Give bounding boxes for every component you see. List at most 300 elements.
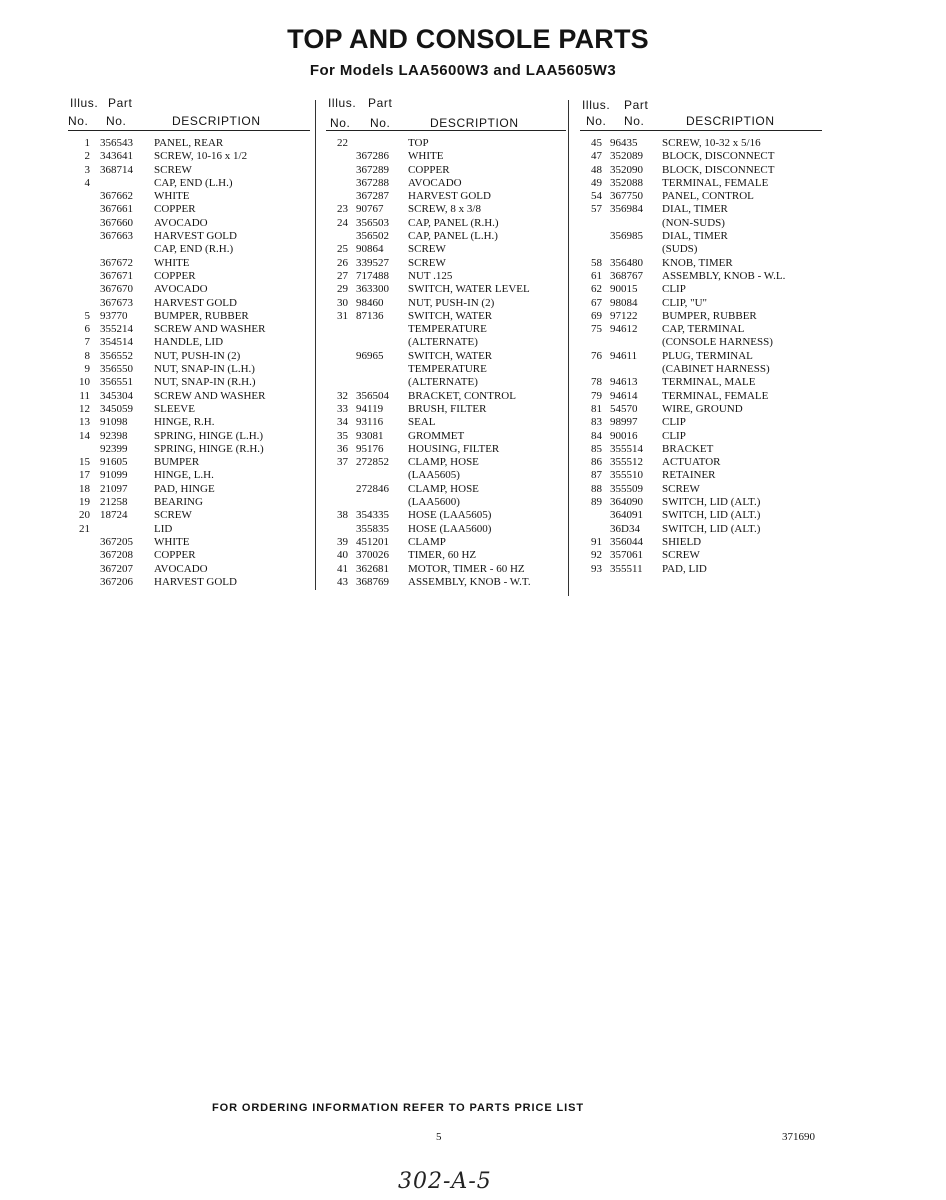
part-row (326, 217, 566, 230)
page-number: 5 (436, 1131, 442, 1143)
part-description: CAP, PANEL (R.H.) (408, 216, 499, 229)
part-description: TERMINAL, FEMALE (662, 176, 769, 189)
part-row (68, 523, 310, 536)
part-description: SPRING, HINGE (R.H.) (154, 442, 264, 455)
part-number: 94614 (610, 389, 638, 402)
illus-number: 24 (337, 216, 348, 229)
part-description: HARVEST GOLD (408, 190, 491, 203)
part-row (68, 177, 310, 190)
part-row (580, 164, 822, 177)
part-row (580, 483, 822, 496)
page-subtitle: For Models LAA5600W3 and LAA5605W3 (309, 62, 617, 79)
part-number: 93116 (356, 416, 384, 429)
part-row (580, 536, 822, 549)
part-row (580, 430, 822, 443)
part-number: 367208 (100, 549, 133, 562)
part-row (326, 443, 566, 456)
part-row (326, 257, 566, 270)
illus-number: 48 (591, 163, 602, 176)
part-row (68, 350, 310, 363)
illus-number: 49 (591, 176, 602, 189)
part-number: 97122 (610, 309, 638, 322)
illus-header: Illus. (70, 96, 99, 110)
illus-number: 61 (591, 269, 602, 282)
part-description: (ALTERNATE) (408, 376, 478, 389)
part-number: 367206 (100, 575, 133, 588)
illus-number: 41 (337, 562, 348, 575)
illus-number: 76 (591, 349, 602, 362)
part-row (68, 257, 310, 270)
part-row (68, 270, 310, 283)
illus-header: Illus. (328, 96, 357, 110)
parts-list (580, 131, 822, 576)
part-row (580, 137, 822, 150)
part-description: AVOCADO (408, 176, 462, 189)
part-description: PANEL, CONTROL (662, 190, 754, 203)
part-description: SLEEVE (154, 402, 195, 415)
part-number: 367671 (100, 269, 133, 282)
part-row (68, 536, 310, 549)
part-number: 368714 (100, 163, 133, 176)
part-header: Part (624, 98, 649, 112)
part-row (68, 243, 310, 256)
part-row (326, 430, 566, 443)
part-description: CAP, PANEL (L.H.) (408, 230, 498, 243)
part-number: 355510 (610, 469, 643, 482)
part-description: HOSE (LAA5600) (408, 522, 492, 535)
part-row (68, 376, 310, 389)
part-description: LID (154, 522, 173, 535)
part-description: ACTUATOR (662, 456, 721, 469)
part-description: MOTOR, TIMER - 60 HZ (408, 562, 525, 575)
part-row (580, 403, 822, 416)
part-description: BLOCK, DISCONNECT (662, 163, 775, 176)
part-number: 356503 (356, 216, 389, 229)
part-description: NUT, PUSH-IN (2) (154, 349, 241, 362)
part-number: 357061 (610, 549, 643, 562)
part-row (580, 336, 822, 349)
illus-number: 91 (591, 535, 602, 548)
part-number: 90767 (356, 203, 384, 216)
part-description: WIRE, GROUND (662, 402, 743, 415)
part-number: 451201 (356, 535, 389, 548)
part-header: Part (108, 96, 133, 110)
part-description: BRACKET, CONTROL (408, 389, 516, 402)
parts-list (68, 131, 310, 589)
part-number: 90864 (356, 243, 384, 256)
part-row (68, 469, 310, 482)
part-description: (SUDS) (662, 243, 698, 256)
part-description: SWITCH, WATER LEVEL (408, 283, 530, 296)
part-description: TERMINAL, FEMALE (662, 389, 769, 402)
part-description: TERMINAL, MALE (662, 376, 756, 389)
illus-number: 18 (79, 482, 90, 495)
illus-number: 12 (79, 402, 90, 415)
part-number: 98084 (610, 296, 638, 309)
part-description: SCREW (408, 256, 446, 269)
part-description: ASSEMBLY, KNOB - W.L. (662, 269, 786, 282)
illus-number: 79 (591, 389, 602, 402)
illus-number: 5 (84, 309, 90, 322)
parts-column-3 (580, 96, 822, 576)
part-number: 367661 (100, 203, 133, 216)
illus-number: 8 (84, 349, 90, 362)
part-row (580, 323, 822, 336)
handwritten-annotation: 302-A-5 (398, 1169, 492, 1194)
part-number: 364091 (610, 509, 643, 522)
part-number: 356543 (100, 137, 133, 149)
part-number: 356985 (610, 230, 643, 243)
part-description: SCREW (154, 509, 192, 522)
part-number: 94612 (610, 323, 638, 336)
document-number: 371690 (782, 1131, 815, 1143)
part-description: SEAL (408, 416, 436, 429)
part-description: BUMPER, RUBBER (154, 309, 249, 322)
part-row (68, 443, 310, 456)
part-description: SCREW (154, 163, 192, 176)
part-row (580, 150, 822, 163)
part-description: NUT, SNAP-IN (R.H.) (154, 376, 256, 389)
part-row (580, 456, 822, 469)
part-row (580, 217, 822, 230)
illus-number: 21 (79, 522, 90, 535)
part-description: AVOCADO (154, 216, 208, 229)
part-number: 272852 (356, 456, 389, 469)
part-row (580, 350, 822, 363)
part-row (580, 363, 822, 376)
part-number: 367662 (100, 190, 133, 203)
part-row (68, 203, 310, 216)
part-row (68, 456, 310, 469)
illus-number: 23 (337, 203, 348, 216)
illus-number: 62 (591, 283, 602, 296)
part-description: CLAMP (408, 535, 446, 548)
ordering-note: FOR ORDERING INFORMATION REFER TO PARTS PRICE LIST (212, 1102, 584, 1114)
part-row (326, 297, 566, 310)
part-no-header: No. (370, 116, 391, 130)
column-divider (315, 100, 316, 590)
part-number: 21097 (100, 482, 128, 495)
part-description: HOUSING, FILTER (408, 442, 500, 455)
illus-number: 87 (591, 469, 602, 482)
part-row (326, 390, 566, 403)
part-number: 355511 (610, 562, 643, 575)
part-row (326, 456, 566, 469)
illus-number: 26 (337, 256, 348, 269)
part-number: 36D34 (610, 522, 640, 535)
part-description: HINGE, L.H. (154, 469, 214, 482)
part-description: HARVEST GOLD (154, 230, 237, 243)
part-row (326, 403, 566, 416)
part-number: 363300 (356, 283, 389, 296)
part-row (326, 376, 566, 389)
part-row (580, 203, 822, 216)
part-description: PLUG, TERMINAL (662, 349, 753, 362)
part-row (68, 549, 310, 562)
part-description: TIMER, 60 HZ (408, 549, 477, 562)
part-number: 362681 (356, 562, 389, 575)
illus-number: 1 (84, 137, 90, 149)
part-number: 367289 (356, 163, 389, 176)
part-number: 356550 (100, 363, 133, 376)
part-description: AVOCADO (154, 562, 208, 575)
part-number: 91098 (100, 416, 128, 429)
description-header: DESCRIPTION (172, 114, 261, 128)
part-number: 367288 (356, 176, 389, 189)
part-description: SWITCH, WATER (408, 349, 493, 362)
part-row (326, 203, 566, 216)
part-number: 367287 (356, 190, 389, 203)
part-row (68, 297, 310, 310)
illus-number: 35 (337, 429, 348, 442)
part-description: HARVEST GOLD (154, 296, 237, 309)
part-row (326, 270, 566, 283)
part-number: 98997 (610, 416, 638, 429)
part-number: 367663 (100, 230, 133, 243)
part-description: SCREW, 10-16 x 1/2 (154, 150, 248, 163)
part-row (326, 363, 566, 376)
part-row (68, 190, 310, 203)
part-description: SCREW, 8 x 3/8 (408, 203, 481, 216)
illus-number: 69 (591, 309, 602, 322)
part-description: HANDLE, LID (154, 336, 224, 349)
part-description: HOSE (LAA5605) (408, 509, 492, 522)
part-description: CLAMP, HOSE (408, 482, 479, 495)
illus-number: 89 (591, 496, 602, 509)
part-number: 354335 (356, 509, 389, 522)
part-number: 87136 (356, 309, 384, 322)
part-row (68, 416, 310, 429)
part-row (580, 563, 822, 576)
part-row (68, 217, 310, 230)
column-header (68, 96, 310, 131)
part-number: 367660 (100, 216, 133, 229)
illus-number: 2 (84, 150, 90, 163)
part-number: 98460 (356, 296, 384, 309)
part-number: 717488 (356, 269, 389, 282)
description-header: DESCRIPTION (686, 114, 775, 128)
part-row (326, 243, 566, 256)
part-row (68, 230, 310, 243)
part-number: 94613 (610, 376, 638, 389)
illus-number: 29 (337, 283, 348, 296)
part-number: 343641 (100, 150, 133, 163)
part-number: 21258 (100, 496, 128, 509)
part-description: COPPER (154, 549, 196, 562)
illus-number: 31 (337, 309, 348, 322)
part-row (326, 536, 566, 549)
part-description: SCREW, 10-32 x 5/16 (662, 137, 761, 149)
part-number: 352088 (610, 176, 643, 189)
part-number: 352089 (610, 150, 643, 163)
part-row (68, 323, 310, 336)
column-header (580, 96, 822, 131)
part-description: ASSEMBLY, KNOB - W.T. (408, 575, 531, 588)
part-row (580, 376, 822, 389)
part-description: CAP, END (L.H.) (154, 176, 233, 189)
part-number: 93081 (356, 429, 384, 442)
illus-number: 58 (591, 256, 602, 269)
part-row (68, 509, 310, 522)
part-number: 354514 (100, 336, 133, 349)
part-description: CLIP (662, 429, 686, 442)
part-description: CLIP (662, 283, 686, 296)
part-description: SWITCH, LID (ALT.) (662, 496, 761, 509)
part-number: 91099 (100, 469, 128, 482)
part-description: BRACKET (662, 442, 714, 455)
part-description: WHITE (154, 190, 190, 203)
illus-number: 39 (337, 535, 348, 548)
part-description: KNOB, TIMER (662, 256, 733, 269)
part-row (326, 177, 566, 190)
part-row (326, 563, 566, 576)
part-row (326, 323, 566, 336)
part-row (326, 483, 566, 496)
part-description: TOP (408, 137, 429, 149)
illus-number: 92 (591, 549, 602, 562)
part-description: HINGE, R.H. (154, 416, 215, 429)
column-header (326, 96, 566, 131)
part-row (580, 243, 822, 256)
part-number: 95176 (356, 442, 384, 455)
part-description: SHIELD (662, 535, 702, 548)
part-description: BLOCK, DISCONNECT (662, 150, 775, 163)
illus-number: 10 (79, 376, 90, 389)
part-row (68, 483, 310, 496)
illus-number: 83 (591, 416, 602, 429)
illus-number: 38 (337, 509, 348, 522)
part-row (580, 496, 822, 509)
part-number: 370026 (356, 549, 389, 562)
illus-number: 45 (591, 137, 602, 149)
illus-number: 85 (591, 442, 602, 455)
part-description: SWITCH, LID (ALT.) (662, 509, 761, 522)
illus-number: 14 (79, 429, 90, 442)
part-description: PANEL, REAR (154, 137, 224, 149)
part-number: 356551 (100, 376, 133, 389)
part-row (580, 523, 822, 536)
part-row (68, 150, 310, 163)
part-no-header: No. (106, 114, 127, 128)
part-number: 96965 (356, 349, 384, 362)
part-description: WHITE (154, 535, 190, 548)
part-row (326, 496, 566, 509)
part-number: 356480 (610, 256, 643, 269)
part-number: 94611 (610, 349, 638, 362)
part-number: 368767 (610, 269, 643, 282)
part-row (326, 283, 566, 296)
parts-column-2 (326, 96, 566, 589)
part-row (580, 509, 822, 522)
part-description: AVOCADO (154, 283, 208, 296)
part-description: BRUSH, FILTER (408, 402, 487, 415)
part-description: HARVEST GOLD (154, 575, 237, 588)
part-row (580, 416, 822, 429)
part-number: 54570 (610, 402, 638, 415)
part-description: BEARING (154, 496, 203, 509)
part-row (68, 137, 310, 150)
part-number: 352090 (610, 163, 643, 176)
illus-number: 34 (337, 416, 348, 429)
part-number: 356502 (356, 230, 389, 243)
part-description: (CABINET HARNESS) (662, 363, 770, 376)
part-number: 94119 (356, 402, 384, 415)
illus-number: 67 (591, 296, 602, 309)
part-number: 364090 (610, 496, 643, 509)
part-row (326, 137, 566, 150)
illus-number: 36 (337, 442, 348, 455)
illus-number: 75 (591, 323, 602, 336)
part-description: SPRING, HINGE (L.H.) (154, 429, 264, 442)
part-number: 355512 (610, 456, 643, 469)
illus-number: 20 (79, 509, 90, 522)
part-description: SCREW AND WASHER (154, 323, 266, 336)
part-description: SWITCH, LID (ALT.) (662, 522, 761, 535)
part-description: COPPER (408, 163, 450, 176)
part-row (326, 164, 566, 177)
part-number: 355509 (610, 482, 643, 495)
part-description: NUT, SNAP-IN (L.H.) (154, 363, 255, 376)
part-description: NUT .125 (408, 269, 453, 282)
part-description: (CONSOLE HARNESS) (662, 336, 773, 349)
illus-number: 84 (591, 429, 602, 442)
part-row (326, 336, 566, 349)
part-row (580, 230, 822, 243)
part-description: DIAL, TIMER (662, 230, 728, 243)
part-row (580, 257, 822, 270)
part-number: 92398 (100, 429, 128, 442)
part-row (68, 336, 310, 349)
part-number: 367672 (100, 256, 133, 269)
illus-number: 22 (337, 137, 348, 149)
part-row (326, 190, 566, 203)
part-description: PAD, LID (662, 562, 707, 575)
part-row (580, 443, 822, 456)
part-row (580, 549, 822, 562)
part-description: BUMPER (154, 456, 200, 469)
part-description: (ALTERNATE) (408, 336, 478, 349)
illus-number: 40 (337, 549, 348, 562)
part-description: CAP, END (R.H.) (154, 243, 234, 256)
part-row (326, 230, 566, 243)
part-description: CLAMP, HOSE (408, 456, 479, 469)
illus-number: 54 (591, 190, 602, 203)
illus-number: 9 (84, 363, 90, 376)
description-header: DESCRIPTION (430, 116, 519, 130)
part-number: 367207 (100, 562, 133, 575)
illus-no-header: No. (586, 114, 607, 128)
part-description: (NON-SUDS) (662, 216, 725, 229)
part-row (580, 469, 822, 482)
illus-number: 19 (79, 496, 90, 509)
part-description: SCREW (662, 549, 700, 562)
illus-number: 47 (591, 150, 602, 163)
part-number: 356552 (100, 349, 133, 362)
part-description: (LAA5600) (408, 496, 460, 509)
part-description: DIAL, TIMER (662, 203, 728, 216)
part-description: TEMPERATURE (408, 363, 487, 376)
part-no-header: No. (624, 114, 645, 128)
part-description: CLIP, "U" (662, 296, 708, 309)
part-row (68, 430, 310, 443)
part-row (326, 549, 566, 562)
illus-no-header: No. (68, 114, 89, 128)
part-row (326, 576, 566, 589)
part-description: GROMMET (408, 429, 465, 442)
part-row (326, 310, 566, 323)
illus-number: 7 (84, 336, 90, 349)
illus-number: 86 (591, 456, 602, 469)
